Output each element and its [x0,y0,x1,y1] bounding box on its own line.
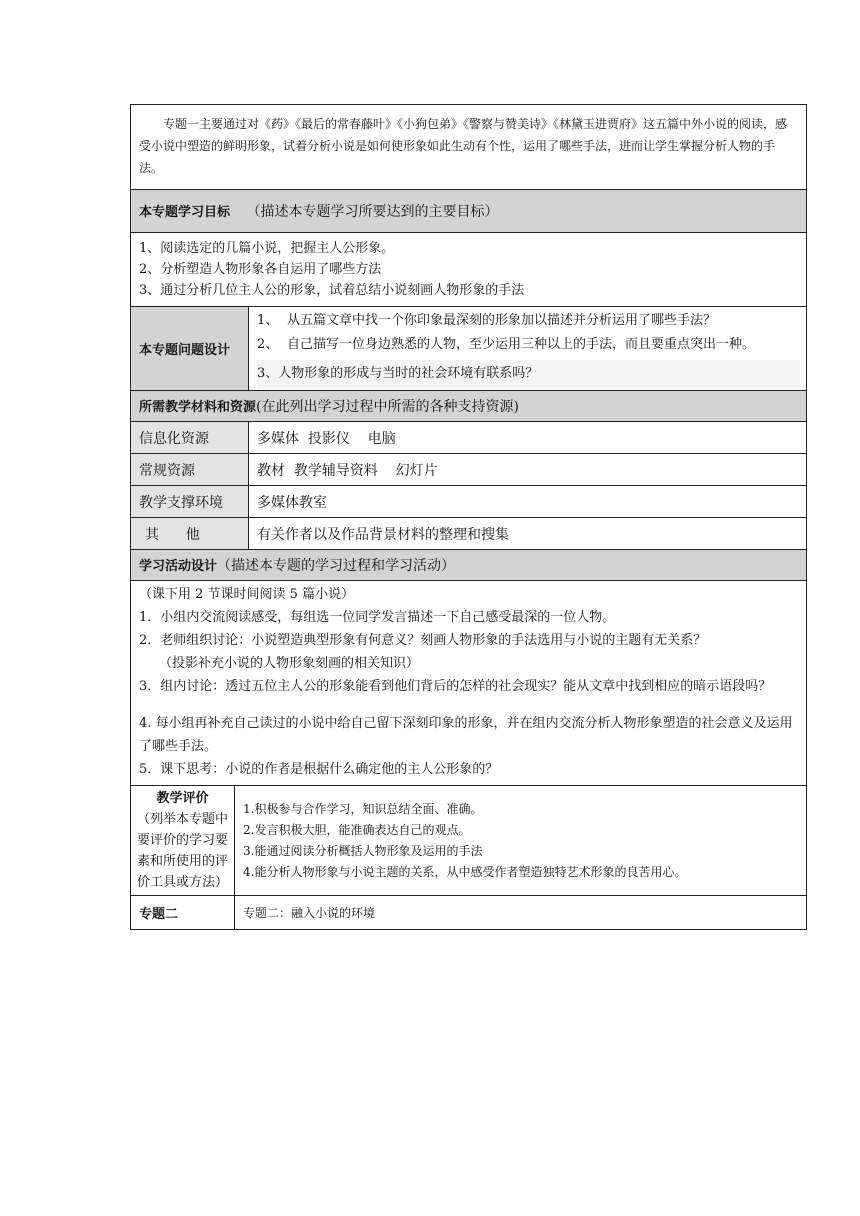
resources-title: 所需教学材料和资源 [139,400,257,415]
activities-header-row [131,550,807,581]
resource-label: 信息化资源 [131,422,249,454]
goals-title: 本专题学习目标 [139,205,231,220]
goals-header-row [131,190,807,233]
resource-row [131,486,807,518]
question-item [257,333,800,357]
evaluation-title: 教学评价 [156,791,209,806]
activity-line: 5．课下思考：小说的作者是根据什么确定他的主人公形象的？ [139,762,499,777]
questions-label: 本专题问题设计 [139,343,231,358]
activities-list [131,581,807,786]
activity-spacer [139,698,798,712]
activity-line: 4. 每小组再补充自己读过的小说中给自己留下深刻印象的形象，并在组内交流分析人物形象塑造的社会意义及运用了哪些手法。 [139,716,793,754]
evaluation-description: （列举本专题中要评价的学习要素和所使用的评价工具或方法） [136,812,228,890]
resource-label: 教学支撑环境 [131,486,249,518]
question-item [257,309,800,333]
goal-item: 2、分析塑造人物形象各自运用了哪些方法 [139,262,382,277]
resource-value: 多媒体教室 [249,486,807,518]
question-number: 1、 [257,313,279,328]
resource-row [131,518,807,550]
resource-value: 有关作者以及作品背景材料的整理和搜集 [249,518,807,550]
goals-list [131,233,807,307]
resources-description: (在此列出学习过程中所需的各种支持资源) [256,399,519,415]
goal-item: 1、阅读选定的几篇小说，把握主人公形象。 [139,241,395,256]
resource-label: 常规资源 [131,454,249,486]
evaluation-item: 4.能分析人物形象与小说主题的关系，从中感受作者塑造独特艺术形象的良苦用心。 [243,864,687,879]
evaluation-list [235,786,807,896]
evaluation-row [131,786,807,896]
goal-item: 3、通过分析几位主人公的形象，试着总结小说刻画人物形象的手法 [139,283,525,298]
activity-line: （投影补充小说的人物形象刻画的相关知识） [159,656,420,671]
evaluation-item: 3.能通过阅读分析概括人物形象及运用的手法 [243,843,483,858]
resource-value: 教材 教学辅导资料 幻灯片 [249,454,807,486]
question-item [257,360,800,388]
evaluation-item: 2.发言积极大胆，能准确表达自己的观点。 [243,822,471,837]
topic2-row [131,896,807,930]
goals-row [131,233,807,307]
activity-line: （课下用 2 节课时间阅读 5 篇小说） [139,587,355,602]
evaluation-item: 1.积极参与合作学习，知识总结全面、准确。 [243,801,483,816]
lesson-plan-document [130,104,806,930]
resource-label: 其 他 [131,518,249,550]
intro-row [131,105,807,190]
activity-line: 2．老师组织讨论：小说塑造典型形象有何意义？刻画人物形象的手法选用与小说的主题有无关系？ [139,633,707,648]
question-text: 从五篇文章中找一个你印象最深刻的形象加以描述并分析运用了哪些手法？ [287,313,717,328]
goals-description: （描述本专题学习所要达到的主要目标） [246,204,499,220]
lesson-plan-table [130,104,807,930]
question-text: 自己描写一位身边熟悉的人物，至少运用三种以上的手法，而且要重点突出一种。 [287,337,756,352]
questions-list [249,307,807,391]
resource-value: 多媒体 投影仪 电脑 [249,422,807,454]
resources-header-row [131,391,807,422]
activities-description: （描述本专题的学习过程和学习活动） [217,558,456,574]
topic2-value: 专题二：融入小说的环境 [235,896,807,930]
intro-text: 专题一主要通过对《药》《最后的常春藤叶》《小狗包弟》《警察与赞美诗》《林黛玉进贾府》这五篇中外小说的阅读，感受小说中塑造的鲜明形象，试着分析小说是如何使形象如此生动有个性，运用了哪些手法，进而让学生掌握分析人物的手法。 [131,105,807,190]
activity-line: 1．小组内交流阅读感受，每组选一位同学发言描述一下自己感受最深的一位人物。 [139,610,616,625]
activity-line: 3．组内讨论：透过五位主人公的形象能看到他们背后的怎样的社会现实？能从文章中找到相应的暗示语段吗？ [139,679,772,694]
question-number: 2、 [257,337,279,352]
questions-row [131,307,807,391]
resource-row [131,422,807,454]
resource-row [131,454,807,486]
activities-row [131,581,807,786]
topic2-label: 专题二 [139,907,179,922]
question-text: 3、人物形象的形成与当时的社会环境有联系吗？ [257,366,539,381]
activities-title: 学习活动设计 [139,559,218,574]
